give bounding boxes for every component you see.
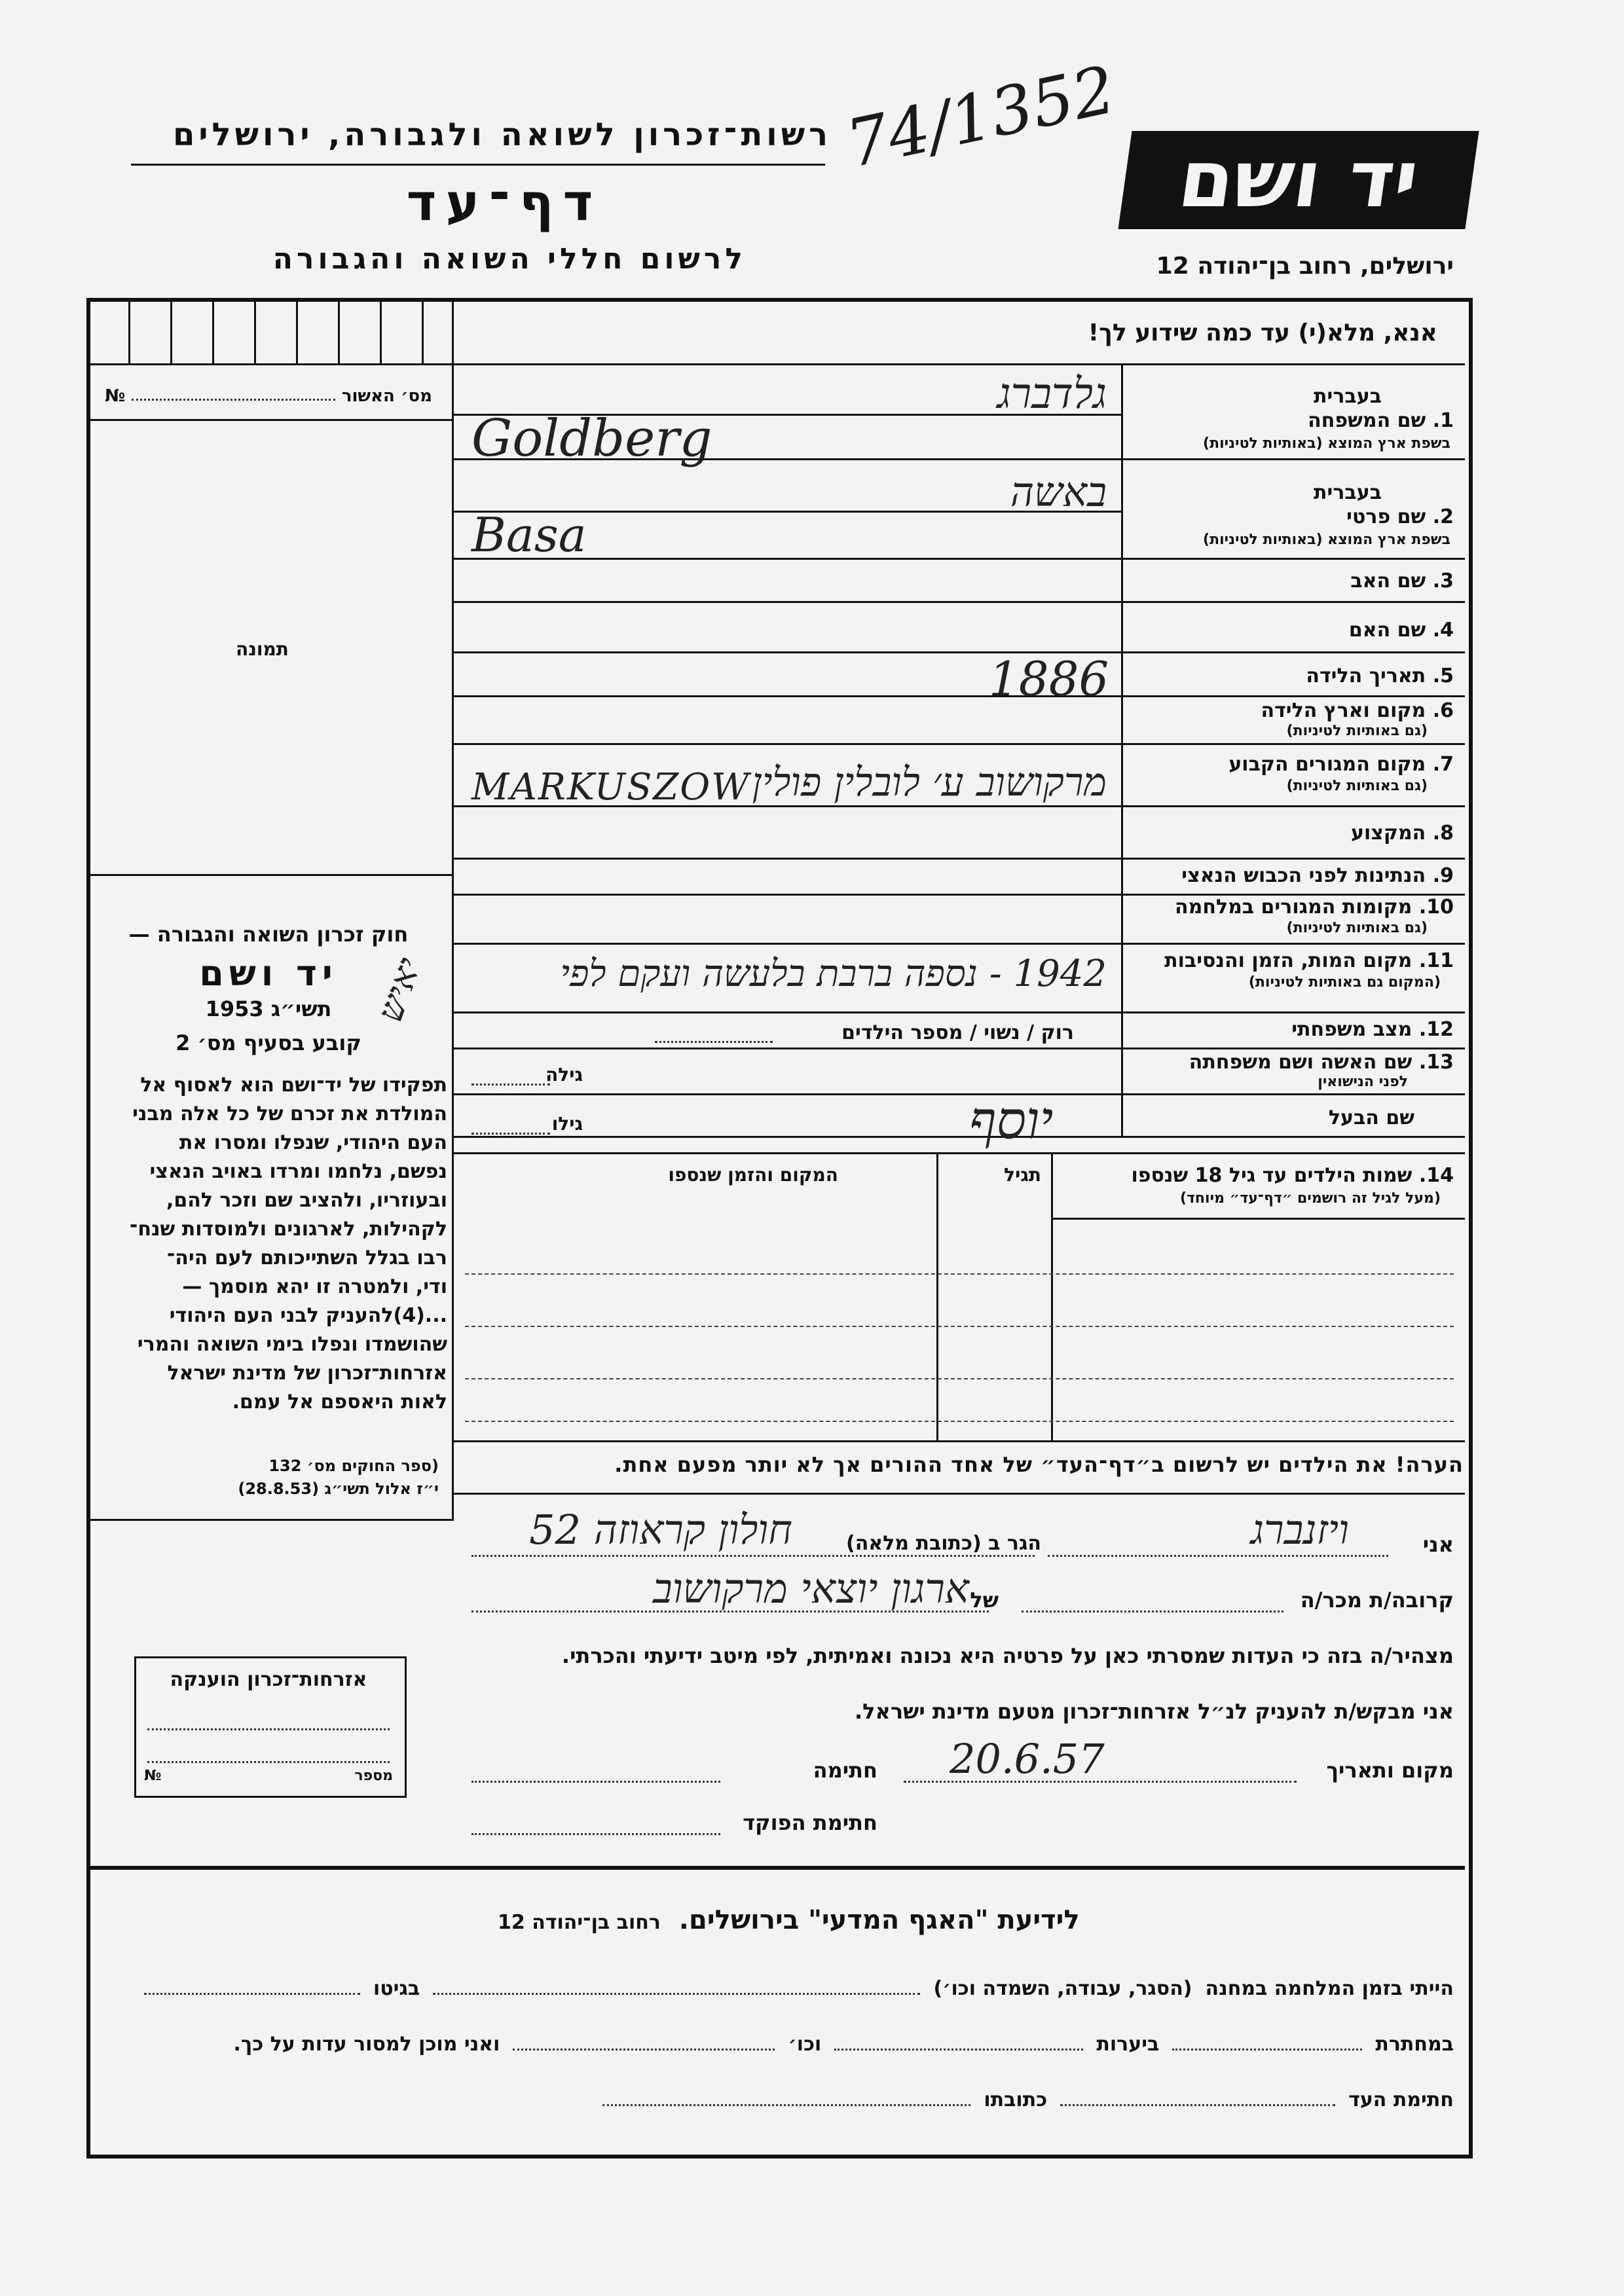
field-label-birth-place: 6. מקום וארץ הלידה [1261,699,1454,722]
husband-age-label: גילו [551,1113,583,1135]
wife-age-label: גילה [545,1064,583,1085]
bottom-line-2: במחתרת ביערות וכו׳ ואני מוכן למסור עדות על כך. [233,2033,1454,2056]
children-table-bottom [454,1440,1465,1442]
request-text: אני מבקש/ת להעניק לנ״ל אזרחות־זכרון מטעם מדינת ישראל. [855,1699,1454,1724]
field-label-mother-name: 4. שם האם [1348,619,1454,642]
relative-label: קרובה/ת מכר/ה [1300,1588,1454,1613]
hw-death-details: 1942 - נספה ברבת בלעשה ועקם לפי [560,953,1107,995]
field-sub-wife-name: לפני הנישואין [1318,1074,1408,1090]
hw-husband-name: יוסף [969,1090,1054,1151]
lang-label-1: בעברית [1314,385,1382,408]
field-sub-wartime-residence: (גם באותיות לטיניות) [1286,920,1428,936]
place-date-label: מקום ותאריך [1326,1758,1454,1783]
law-text-6: לקהילות, לארגונים ולמוסדות שנח־ [129,1218,447,1241]
yad-vashem-logo: יד ושם [1118,131,1479,229]
field-sub-birth-place: (גם באותיות לטיניות) [1286,723,1428,739]
law-text-4: נפשם, נלחמו ומרדו באויב הנאצי [149,1160,447,1183]
field-sub-family-name: בשפת ארץ המוצא (באותיות לטיניות) [1203,435,1450,452]
field-label-wife-name: 13. שם האשה ושם משפחתה [1189,1051,1454,1074]
hw-side-note: יאיש [368,952,430,1027]
authority-name: רשות־זכרון לשואה ולגבורה, ירושלים [172,117,832,153]
law-text-8: ודי, ולמטרה זו יהא מוסמך — [182,1275,447,1298]
bottom-section-divider [90,1866,1465,1870]
hw-first-latin: Basa [471,507,587,562]
signature-label: חתימה [813,1758,877,1783]
law-text-3: העם היהודי, שנפלו ומסרו את [179,1131,447,1154]
hw-birth-year: 1886 [989,651,1109,706]
children-col-place: המקום והזמן שנספו [668,1164,838,1186]
hw-first-hebrew: באשה [1010,468,1107,516]
children-table-top [454,1152,1465,1154]
law-text-11: אזרחות־זכרון של מדינת ישראל [167,1362,447,1385]
hw-residence-latin: MARKUSZOW [471,766,750,809]
declaration-text: מצהיר/ה בזה כי העדות שמסרתי כאן על פרטיה היא נכונה ואמיתית, לפי מיטב ידיעתי והכרתי. [561,1643,1454,1668]
left-panel-divider [452,302,454,1454]
law-text-10: שהושמדו ונפלו בימי השואה והמרי [137,1333,447,1356]
field-sub-residence: (גם באותיות לטיניות) [1286,778,1428,794]
bottom-line-3: חתימת העד כתובתו [602,2088,1454,2111]
law-clause: קובע בסעיף מס׳ 2 [175,1030,361,1055]
law-year: תשי״ג 1953 [205,996,332,1021]
authority-underline [131,164,825,166]
hw-family-hebrew: גלדברג [997,370,1107,418]
field-label-birth-date: 5. תאריך הלידה [1306,665,1454,687]
law-text-5: ובעוזריו, ולהציב שם וזכר להם, [166,1189,447,1212]
citizenship-box-title: אזרחות־זכרון הוענקה [170,1668,367,1691]
field-label-family-status: 12. מצב משפחתי [1291,1018,1454,1041]
citizenship-box-number: מספר № [144,1768,393,1784]
law-text-9: ...(4)להעניק לבני העם היהודי [169,1304,447,1327]
hw-family-latin: Goldberg [471,409,712,468]
law-reference-1: (ספר החוקים מס׳ 132 [268,1457,439,1475]
field-label-husband-name: שם הבעל [1328,1106,1414,1129]
lang-label-2: בעברית [1314,481,1382,504]
instruction-text: אנא, מלא(י) עד כמה שידוע לך! [1088,319,1437,346]
children-note: הערה! את הילדים יש לרשום ב״דף־העד״ של אחד ההורים אך לא יותר מפעם אחת. [614,1452,1464,1477]
approval-number-label: מס׳ האשור № [105,386,432,406]
hw-date: 20.6.57 [950,1735,1105,1783]
box-strip-bottom [90,363,454,365]
bottom-line-1: הייתי בזמן המלחמה במחנה (הסגר, עבודה, השמדה וכו׳) בגיטו [144,1977,1454,2000]
children-col-age: תגיל [1004,1164,1041,1186]
field-label-wartime-residence: 10. מקומות המגורים במלחמה [1175,896,1454,919]
field-label-death-place: 11. מקום המות, הזמן והנסיבות [1164,949,1454,972]
declarant-address-label: הגר ב (כתובת מלאה) [845,1532,1041,1555]
field-label-first-name: 2. שם פרטי [1346,505,1454,528]
relative-of-label: של [970,1588,999,1613]
field-sub-first-name: בשפת ארץ המוצא (באותיות לטיניות) [1203,532,1450,548]
field-label-profession: 8. המקצוע [1350,822,1454,845]
law-box-bottom [90,1519,454,1521]
file-number: 74/1352 [840,51,1122,183]
form-title: דף־עד [406,173,602,232]
field-label-father-name: 3. שם האב [1350,570,1454,592]
declarant-i-label: אני [1422,1532,1454,1557]
field-label-residence: 7. מקום המגורים הקבוע [1228,753,1454,776]
children-sub: (מעל לגיל זה רושמים ״דף־עד״ מיוחד) [1179,1190,1441,1207]
children-label: 14. שמות הילדים עד גיל 18 שנספו [1131,1164,1454,1187]
law-text-7: רבו בגלל השתייכותם לעם היה־ [166,1247,447,1269]
law-reference-2: י״ז אלול תשי״ג (28.8.53) [238,1480,439,1498]
label-column-divider [1121,363,1123,1136]
hw-relation: ארגון יוצאי מרקושוב [652,1565,969,1613]
field-sub-death-place: (המקום גם באותיות לטיניות) [1248,974,1441,991]
law-heading: חוק זכרון השואה והגבורה — [128,922,409,947]
law-text-1: תפקידו של יד־ושם הוא לאסוף אל [140,1074,447,1097]
hw-declarant-address: חולון קראוזה 52 [529,1506,792,1554]
field-label-family-name: 1. שם המשפחה [1308,409,1454,432]
bottom-heading: לידיעת "האגף המדעי" בירושלים. רחוב בן־יהודה 12 [498,1905,1080,1935]
hw-declarant-name: ויזנברג [1250,1506,1349,1554]
logo-address: ירושלים, רחוב בן־יהודה 12 [1156,253,1454,280]
law-text-2: המולדת את זכרם של כל אלה מבני [132,1102,447,1125]
form-subtitle: לרשום חללי השואה והגבורה [272,242,747,276]
law-text-12: לאות היאספם אל עמם. [232,1391,447,1413]
law-name: יד ושם [199,953,338,994]
instruction-divider [454,363,1465,365]
photo-placeholder: תמונה [236,638,289,660]
photo-bottom [90,874,452,876]
field-label-citizenship: 9. הנתינות לפני הכבוש הנאצי [1181,864,1454,887]
officer-signature-label: חתימת הפוקד [743,1810,877,1835]
hw-residence-hebrew: מרקושוב ע׳ לובלין פולין [752,759,1107,805]
family-status-options: רוק / נשוי / מספר הילדים [841,1021,1074,1044]
